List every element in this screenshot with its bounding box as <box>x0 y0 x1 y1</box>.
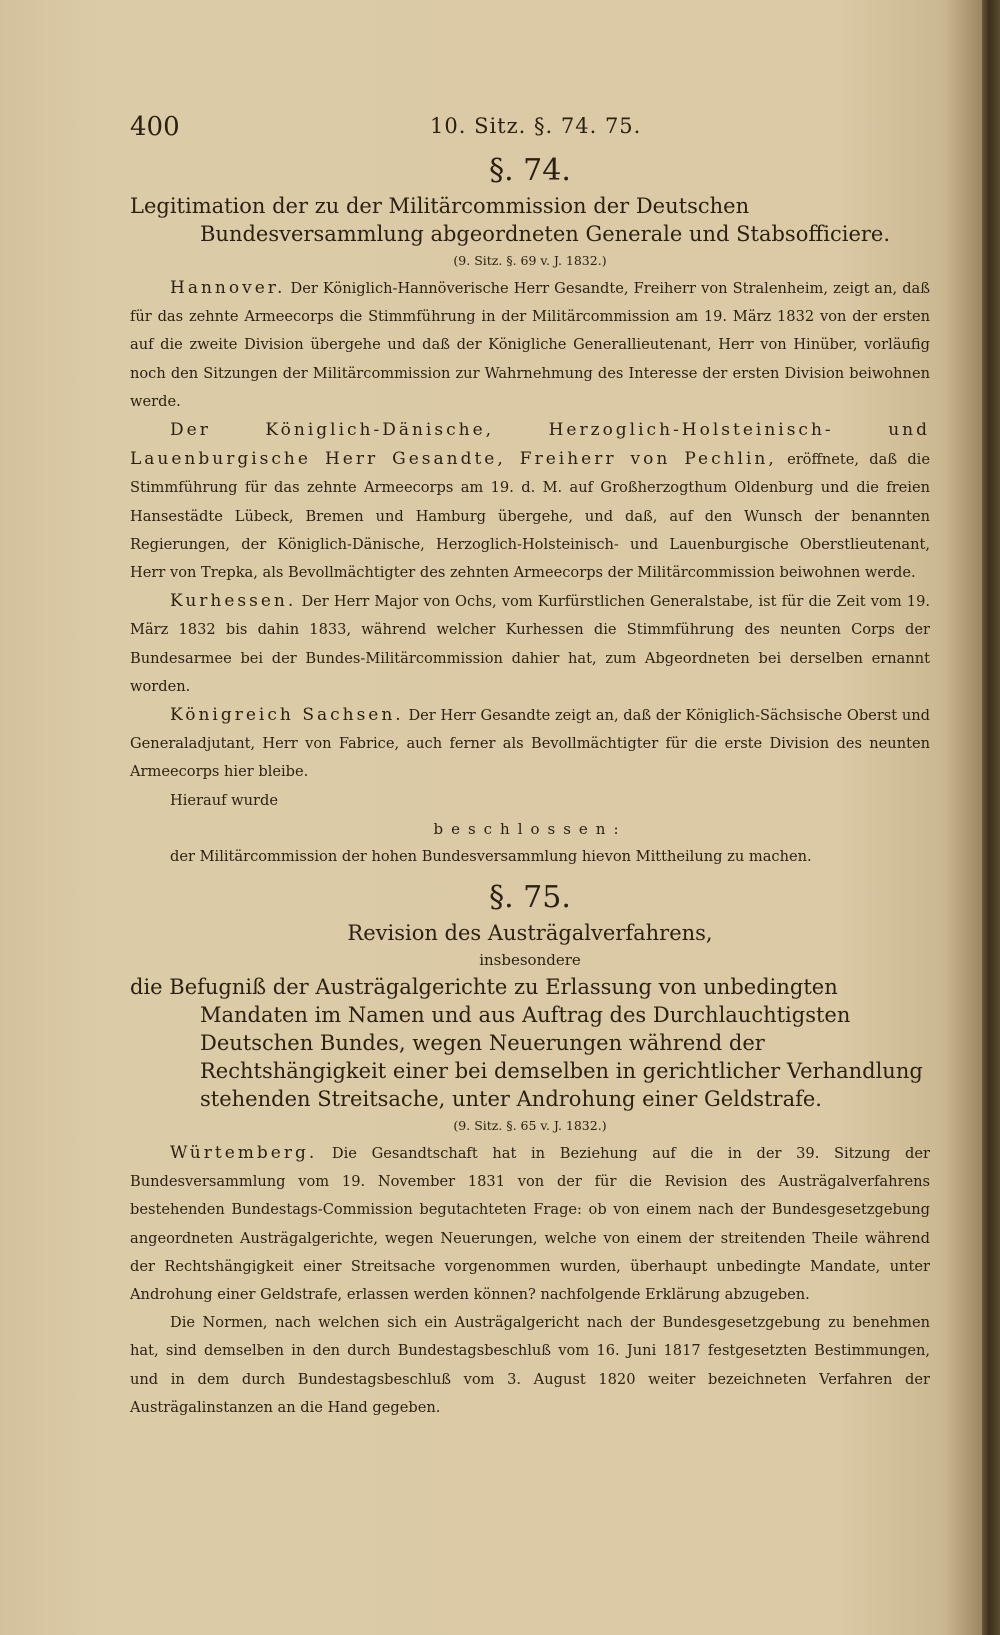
book-edge <box>982 0 1000 1635</box>
section-75-reference: (9. Sitz. §. 65 v. J. 1832.) <box>453 1118 607 1134</box>
section-74-number: §. 74. <box>489 153 571 188</box>
paragraph-kurhessen: Kurhessen. Der Herr Major von Ochs, vom Kurfürstlichen Generalstabe, ist für die Zeit vom 19. März 1832 bis dahin 1833, während welcher Kurhessen die Stimmführung des neunten Corps der Bundesarmee bei der Bundes-Militärcommission dahier hat, zum Abgeordneten bei derselben ernannt worden. <box>130 591 931 695</box>
paragraph-wuertemberg: Würtemberg. Die Gesandtschaft hat in Beziehung auf die in der 39. Sitzung der Bundesversammlung vom 19. November 1831 von der für die Revision des Austrägalverfahrens bestehenden Bundestags-Commission begutachteten Frage: ob von einem nach der Bundesgesetzgebung angeordneten Austrägalgerichte, wegen Neuerungen, welche von einem der streitenden Theile während der Rechtshängigkeit einer Streitsache vorgenommen wurden, überhaupt unbedingte Mandate, unter Androhung einer Geldstrafe, erlassen werden können? nachfolgende Erklärung abzugeben. <box>130 1143 931 1304</box>
section-75-insbesondere: insbesondere <box>479 951 581 970</box>
paragraph-daenemark: Der Königlich-Dänische, Herzoglich-Holsteinisch- und Lauenburgische Herr Gesandte, Freiherr von Pechlin, eröffnete, daß die Stimmführung für das zehnte Armeecorps am 19. d. M. auf Großherzogthum Oldenburg und die freien Hansestädte Lübeck, Bremen und Hamburg übergehe, und daß, auf den Wunsch der benannten Regierungen, der Königlich-Dänische, Herzoglich-Holsteinisch- und Lauenburgische Oberstlieutenant, Herr von Trepka, als Bevollmächtigter des zehnten Armeecorps der Militärcommission beiwohnen werde. <box>130 420 930 582</box>
paragraph-normen: Die Normen, nach welchen sich ein Austrägalgericht nach der Bundesgesetzgebung zu benehmen hat, sind demselben in den durch Bundestagsbeschluß vom 16. Juni 1817 festgesetzten Bestimmungen, und in dem durch Bundestagsbeschluß vom 3. August 1820 weiter bezeichneten Verfahren der Austrägalinstanzen an die Hand gegeben. <box>130 1314 930 1416</box>
page-number: 400 <box>130 112 180 142</box>
state-name-wuertemberg: Würtemberg. <box>170 1143 318 1164</box>
state-name-sachsen: Königreich Sachsen. <box>170 705 404 726</box>
section-74-title: Legitimation der zu der Militärcommission der Deutschen Bundesversammlung abgeordneten Generale und Stabsofficiere. <box>130 194 891 246</box>
section-74-reference: (9. Sitz. §. 69 v. J. 1832.) <box>453 253 607 268</box>
section-75-number: §. 75. <box>489 880 571 916</box>
paragraph-hannover: Hannover. Der Königlich-Hannöverische Herr Gesandte, Freiherr von Stralenheim, zeigt an, daß für das zehnte Armeecorps die Stimmführung in der Militärcommission am 19. März 1832 von der ersten auf die zweite Division übergehe und daß der Königliche Generallieutenant, Herr von Hinüber, vorläufig noch den Sitzungen der Militärcommission zur Wahrnehmung des Interesse der ersten Division beiwohnen werde. <box>130 278 931 410</box>
state-name-daenemark: Der Königlich-Dänische, Herzoglich-Holsteinisch- und Lauenburgische Herr Gesandte, Freiherr von Pechlin, <box>130 420 930 470</box>
resolution-heading: beschlossen: <box>433 819 627 838</box>
running-head: 10. Sitz. §. 74. 75. <box>430 114 642 138</box>
section-75 <box>130 877 930 1422</box>
state-name-hannover: Hannover. <box>170 278 286 298</box>
page-content <box>130 150 930 1422</box>
section-74 <box>130 150 930 871</box>
paragraph-sachsen: Königreich Sachsen. Der Herr Gesandte zeigt an, daß der Königlich-Sächsische Oberst und Generaladjutant, Herr von Fabrice, auch ferner als Bevollmächtigter für die erste Division des neunten Armeecorps hier bleibe. <box>130 705 930 781</box>
page-header <box>0 112 982 148</box>
state-name-kurhessen: Kurhessen. <box>170 591 297 612</box>
section-75-title: Revision des Austrägalverfahrens, <box>347 921 713 946</box>
section-75-subtitle: die Befugniß der Austrägalgerichte zu Erlassung von unbedingten Mandaten im Namen und aus Auftrag des Durchlauchtigsten Deutschen Bundes, wegen Neuerungen während der Rechtshängigkeit einer bei demselben in gerichtlicher Verhandlung stehenden Streitsache, unter Androhung einer Geldstrafe. <box>130 975 923 1112</box>
paragraph-resolution: der Militärcommission der hohen Bundesversammlung hievon Mittheilung zu machen. <box>170 847 812 865</box>
paragraph-hierauf: Hierauf wurde <box>170 791 278 809</box>
